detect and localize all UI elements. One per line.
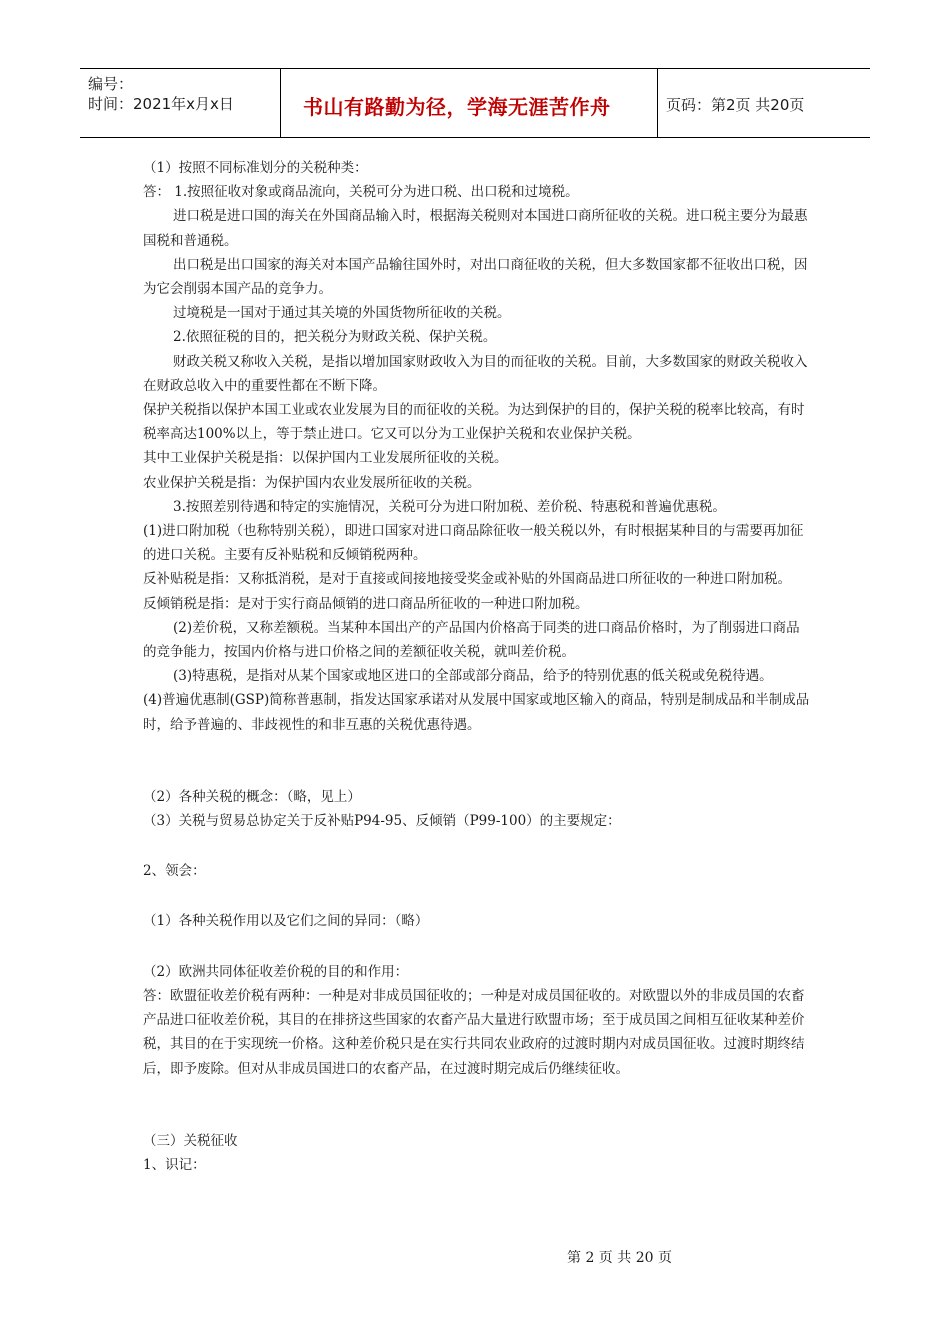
paragraph: (4)普遍优惠制(GSP)简称普惠制，指发达国家承诺对从发展中国家或地区输入的商品，特别是制成品和半制成品时，给予普遍的、非歧视性的和非互惠的关税优惠待遇。 (143, 692, 810, 733)
paragraph: 反补贴税是指：又称抵消税，是对于直接或间接地接受奖金或补贴的外国商品进口所征收的一种进口附加税。 (143, 571, 791, 588)
paragraph: (3)特惠税，是指对从某个国家或地区进口的全部或部分商品，给予的特别优惠的低关税或免税待遇。 (173, 668, 773, 685)
paragraph: 出口税是出口国家的海关对本国产品输往国外时，对出口商征收的关税，但大多数国家都不征收出口税，因为它会削弱本国产品的竞争力。 (143, 256, 808, 298)
paragraph: 保护关税指以保护本国工业或农业发展为目的而征收的关税。为达到保护的目的，保护关税的税率比较高，有时税率高达100%以上，等于禁止进口。它又可以分为工业保护关税和农业保护关税。 (143, 402, 805, 443)
date-label: 时间：2021年x月x日 (88, 95, 234, 113)
paragraph: (1)进口附加税（也称特别关税），即进口国家对进口商品除征收一般关税以外，有时根据某种目的与需要再加征的进口关税。主要有反补贴税和反倾销税两种。 (143, 523, 804, 564)
header-page (658, 69, 870, 137)
paragraph: （1）各种关税作用以及它们之间的异同：（略） (143, 913, 429, 930)
paragraph: 答：欧盟征收差价税有两种：一种是对非成员国征收的；一种是对成员国征收的。对欧盟以外的非成员国的农畜产品进口征收差价税，其目的在排挤这些国家的农畜产品大量进行欧盟市场；至于成员国之间相互征收某种差价税，其目的在于实现统一价格。这种差价税只是在实行共同农业政府的过渡时期内对成员国征收。过渡时期终结后，即予废除。但对从非成员国进口的农畜产品，在过渡时期完成后仍继续征收。 (143, 987, 805, 1077)
page-header (80, 68, 870, 138)
paragraph: （1）按照不同标准划分的关税种类： (143, 160, 368, 176)
document-body (143, 156, 813, 1177)
page-label: 页码：第2页 共20页 (666, 96, 805, 114)
paragraph: （2）各种关税的概念：（略，见上） (143, 788, 361, 805)
paragraph: （2）欧洲共同体征收差价税的目的和作用： (143, 963, 409, 980)
paragraph: （3）关税与贸易总协定关于反补贴P94-95、反倾销（P99-100）的主要规定： (143, 813, 621, 830)
paragraph: (2)差价税，又称差额税。当某种本国出产的产品国内价格高于同类的进口商品价格时，为了削弱进口商品的竞争能力，按国内价格与进口价格之间的差额征收关税，就叫差价税。 (143, 619, 800, 661)
motto-text: 书山有路勤为径，学海无涯苦作舟 (303, 95, 611, 119)
section-heading: 2、领会： (143, 863, 206, 880)
number-label: 编号： (88, 75, 134, 93)
paragraph: 答： 1.按照征收对象或商品流向，关税可分为进口税、出口税和过境税。 (143, 184, 579, 201)
paragraph: 进口税是进口国的海关在外国商品输入时，根据海关税则对本国进口商所征收的关税。进口税主要分为最惠国税和普通税。 (143, 208, 808, 249)
paragraph: 财政关税又称收入关税，是指以增加国家财政收入为目的而征收的关税。目前，大多数国家的财政关税收入在财政总收入中的重要性都在不断下降。 (143, 353, 808, 394)
header-motto (281, 69, 658, 137)
paragraph: 3.按照差别待遇和特定的实施情况，关税可分为进口附加税、差价税、特惠税和普遍优惠税。 (173, 498, 726, 515)
paragraph: 其中工业保护关税是指：以保护国内工业发展所征收的关税。 (143, 450, 508, 467)
footer-page-number: 第 2 页 共 20 页 (567, 1250, 672, 1266)
section-heading: （三）关税征收 (143, 1132, 238, 1149)
paragraph: 农业保护关税是指：为保护国内农业发展所征收的关税。 (143, 474, 481, 491)
paragraph: 2.依照征税的目的，把关税分为财政关税、保护关税。 (173, 329, 497, 346)
paragraph: 过境税是一国对于通过其关境的外国货物所征收的关税。 (173, 305, 511, 322)
section-heading: 1、识记： (143, 1156, 206, 1173)
header-meta (80, 69, 281, 137)
paragraph: 反倾销税是指：是对于实行商品倾销的进口商品所征收的一种进口附加税。 (143, 595, 589, 612)
